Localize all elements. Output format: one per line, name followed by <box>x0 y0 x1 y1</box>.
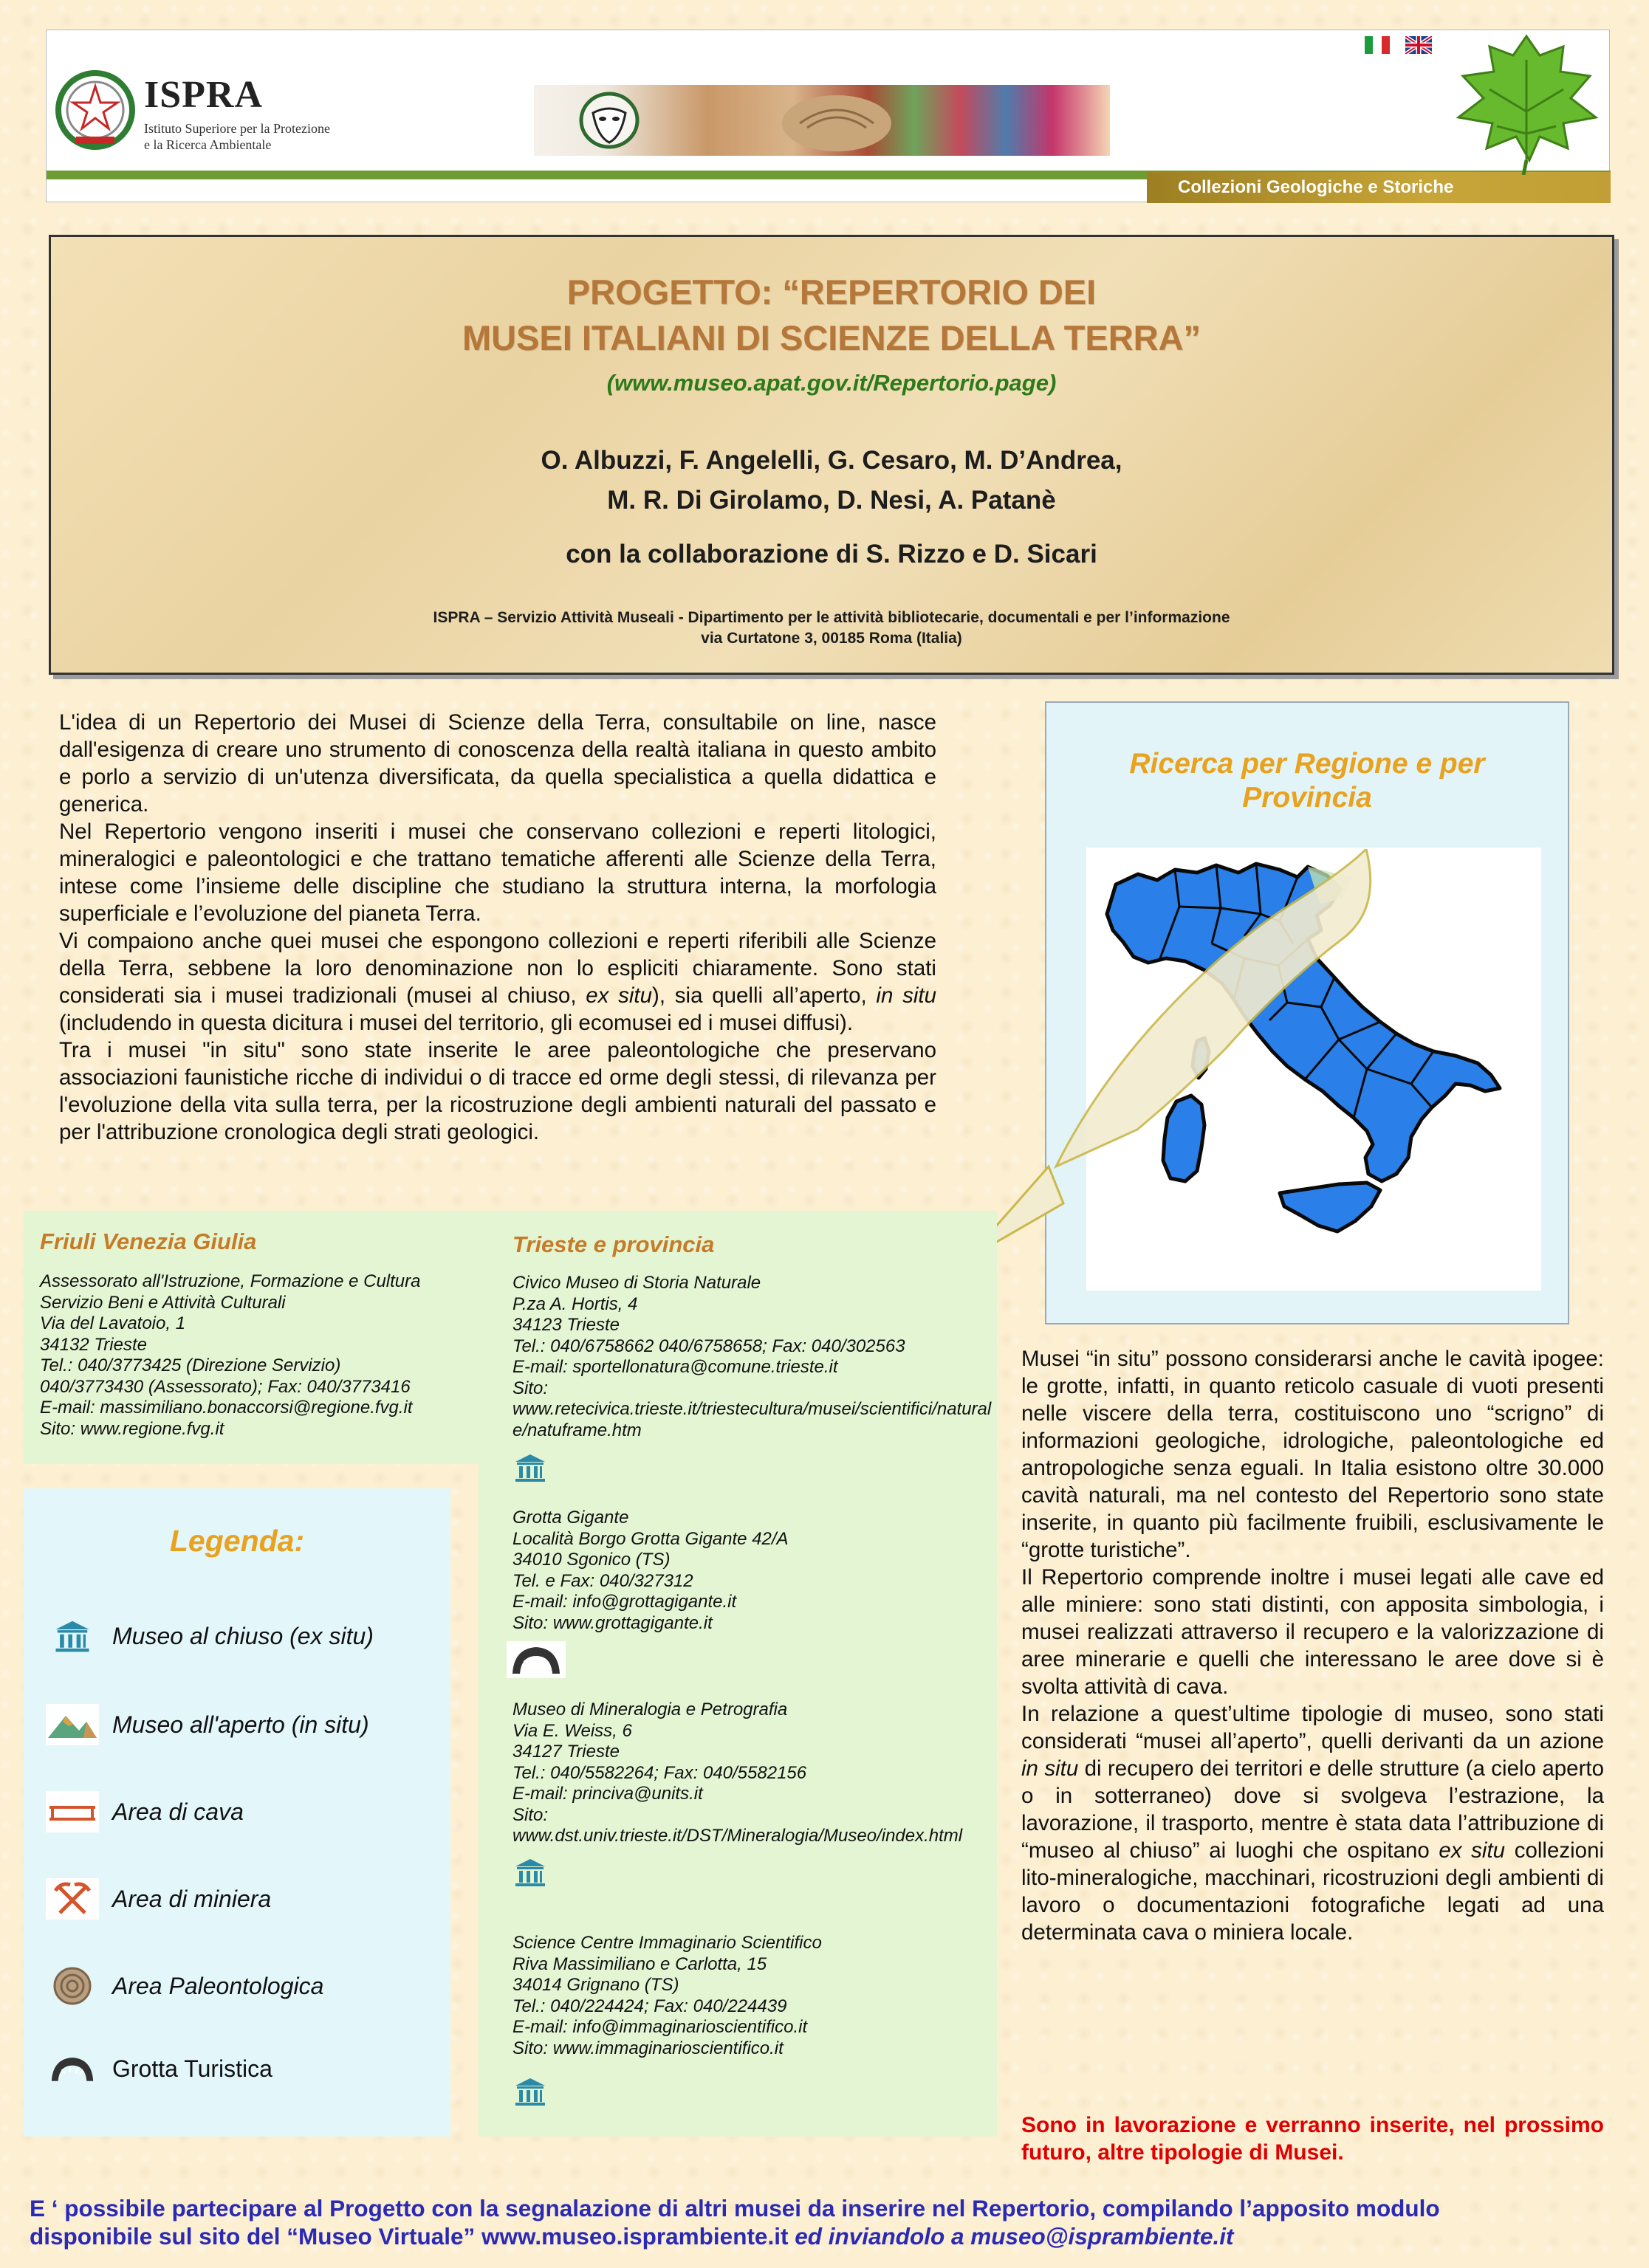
region-heading: Friuli Venezia Giulia <box>40 1228 257 1254</box>
footer-line: E ‘ possibile partecipare al Progetto con la segnalazione di altri musei da inserire nel Repertorio, compilando l’apposito modulo <box>30 2195 1440 2221</box>
ammonite-icon <box>52 1966 92 2006</box>
intro-paragraph: Nel Repertorio vengono inseriti i musei che conservano collezioni e reperti litologici, mineralogici e paleontologici e che trattano tematiche afferenti alle Scienze della Terra, intese come l’insieme delle discipline che studiano la struttura interna, la morfologia superficiale e l’evoluzione del pianeta Terra. <box>59 819 936 926</box>
leaf-icon <box>1453 30 1600 175</box>
legend-label: Area di miniera <box>112 1885 272 1912</box>
logo-title: ISPRA <box>144 74 264 116</box>
intro-paragraph: Tra i musei "in situ" sono state inserite le aree paleontologiche che preservano associazioni faunistiche ricche di individui o di tracce ed orme degli stessi, di rilevanza per l'evoluzione della vita sulla terra, per la ricostruzione degli ambienti naturali del passato e per l'attribuzione cronologica degli strati geologici. <box>59 1038 936 1144</box>
museum-site[interactable]: www.dst.univ.trieste.it/DST/Mineralogia/Museo/index.html <box>512 1826 963 1846</box>
legend-item <box>46 1964 323 2008</box>
cave-icon <box>46 2052 99 2085</box>
legend-label: Grotta Turistica <box>112 2055 272 2082</box>
museum-email[interactable]: E-mail: sportellonatura@comune.trieste.it <box>512 1357 838 1377</box>
footer-line <box>30 2222 1625 2250</box>
mountains-icon <box>47 1708 98 1741</box>
museum-indoor-icon <box>512 2077 548 2106</box>
legend-item <box>46 1702 369 1747</box>
italy-map[interactable] <box>1086 848 1541 1291</box>
map-area <box>1086 848 1541 1291</box>
right-text <box>1021 1345 1604 1946</box>
logo-subtitle: Istituto Superiore per la Protezione e la Ricerca Ambientale <box>144 121 330 152</box>
footer-site-link[interactable]: disponibile sul sito del “Museo Virtuale” www.museo.isprambiente.it <box>30 2223 789 2250</box>
legend-item <box>46 2047 272 2091</box>
legend-title: Legenda: <box>169 1524 305 1558</box>
map-panel <box>1045 701 1569 1324</box>
region-site[interactable]: Sito: www.regione.fvg.it <box>40 1418 224 1439</box>
section-title: Collezioni Geologiche e Storiche <box>1178 177 1454 197</box>
museum-indoor-icon <box>512 1858 548 1887</box>
map-panel-title: Ricerca per Regione e per Provincia <box>1129 748 1485 814</box>
intro-text <box>59 709 936 1146</box>
legend-panel <box>24 1488 450 2137</box>
museum-site[interactable]: Sito: www.grottagigante.it <box>512 1612 713 1633</box>
museum-indoor-icon <box>512 1453 548 1482</box>
legend-label: Area Paleontologica <box>112 1972 324 1999</box>
cave-icon <box>507 1641 566 1678</box>
authors: O. Albuzzi, F. Angelelli, G. Cesaro, M. D’Andrea, M. R. Di Girolamo, D. Nesi, A. Patanè <box>541 446 1122 515</box>
map-region-corsica <box>1193 1038 1209 1078</box>
uk-flag-icon[interactable] <box>1405 36 1432 54</box>
museum-entry: Science Centre Immaginario Scientifico Riva Massimiliano e Carlotta, 15 34014 Grignano (TS) Tel.: 040/224424; Fax: 040/224439 E-mail: info@immaginarioscientifico.it Sito: www.immaginarioscientifico.it <box>512 1933 993 2112</box>
ammonite-icon <box>778 89 896 153</box>
header-banner <box>46 30 1610 202</box>
project-url-link[interactable]: (www.museo.apat.gov.it/Repertorio.page) <box>606 370 1057 396</box>
italian-emblem-icon <box>54 69 137 151</box>
affiliation: ISPRA – Servizio Attività Museali - Dipartimento per le attività bibliotecarie, documentali e per l’informazione via Curtatone 3, 00185 Roma (Italia) <box>433 609 1230 647</box>
project-title-box <box>49 235 1614 675</box>
legend-label: Area di cava <box>112 1798 244 1825</box>
right-paragraph: In relazione a quest’ultime tipologie di museo, sono stati considerati “musei all’aperto”, quelli derivanti da un azione in situ di recupero dei territori e delle strutture (a cielo aperto o in sotterraneo) dove si svolgeva l’estrazione, la lavorazione, il trasporto, mentre è stata data l’attribuzione di “museo al chiuso” ai luoghi che ospitano ex situ collezioni lito-mineralogiche, macchinari, ricostruzioni degli ambienti di lavoro o documentazioni fotografiche legati ad una determinata cava o miniera locale. <box>1021 1702 1605 1945</box>
legend-item <box>46 1614 374 1658</box>
legend-label: Museo all'aperto (in situ) <box>112 1711 369 1738</box>
legend-label: Museo al chiuso (ex situ) <box>112 1622 374 1649</box>
right-paragraph: Musei “in situ” possono considerarsi anche le cavità ipogee: le grotte, infatti, in quanto reticolo casuale di vuoti presenti nelle viscere della terra, costituiscono uno “scrigno” di informazioni geologiche, idrologiche, paleontologiche ed antropologiche senza eguali. In Italia esistono oltre 30.000 cavità naturali, ma nel contesto del Repertorio sono state inserite, in quanto più facilmente fruibili, esclusivamente le “grotte turistiche”. <box>1021 1347 1604 1562</box>
mine-picks-icon <box>54 1880 91 1917</box>
quarry-icon <box>47 1800 98 1824</box>
museum-indoor-icon <box>52 1619 92 1653</box>
intro-paragraph: Vi compaiono anche quei musei che espongono collezioni e reperti riferibili alle Scienze della Terra, sebbene la loro denominazione non lo espliciti chiaramente. Sono stati considerati sia i musei tradizionali (musei al chiuso, ex situ), sia quelli all’aperto, in situ (includendo in questa dicitura i musei del territorio, gli ecomusei ed i musei diffusi). <box>59 929 936 1035</box>
legend-item <box>46 1790 244 1834</box>
region-email[interactable]: E-mail: massimiliano.bonaccorsi@regione.fvg.it <box>40 1398 413 1418</box>
intro-paragraph: L'idea di un Repertorio dei Musei di Scienze della Terra, consultabile on line, nasce dall'esigenza di creare uno strumento di conoscenza della realtà italiana in questo ambito e porlo a servizio di un'utenza diversificata, da quella specialistica a quella didattica e generica. <box>59 710 936 817</box>
museum-email[interactable]: E-mail: princiva@units.it <box>512 1784 703 1804</box>
legend-item <box>46 1877 271 1921</box>
map-region-sicily <box>1280 1183 1380 1231</box>
museum-site[interactable]: Sito: www.immaginarioscientifico.it <box>512 2038 784 2058</box>
italian-flag-icon[interactable] <box>1365 36 1390 54</box>
province-heading: Trieste e provincia <box>512 1231 715 1257</box>
museum-entry: Museo di Mineralogia e Petrografia Via E. Weiss, 6 34127 Trieste Tel.: 040/5582264; Fax: 040/5582156 E-mail: princiva@units.it Sito: www.dst.univ.trieste.it/DST/Mineralogia/Museo/index.html <box>512 1700 993 1892</box>
collaboration: con la collaborazione di S. Rizzo e D. Sicari <box>566 540 1097 568</box>
footer <box>30 2194 1625 2250</box>
museum-email[interactable]: E-mail: info@immaginarioscientifico.it <box>512 2017 808 2037</box>
right-paragraph: Il Repertorio comprende inoltre i musei legati alle cave ed alle miniere: sono stati distinti, con apposita simbologia, i musei realizzati attraverso il recupero e la valorizzazione di aree minerarie e quelli che interessano le aree dove si è svolta attività di cava. <box>1021 1565 1604 1699</box>
mask-icon <box>578 91 640 150</box>
footer-email-link[interactable]: ed inviandolo a museo@isprambiente.it <box>795 2223 1234 2250</box>
museum-site[interactable]: www.retecivica.trieste.it/triestecultura/musei/scientifici/naturale/natuframe.htm <box>512 1399 992 1440</box>
museum-entry: Grotta Gigante Località Borgo Grotta Gigante 42/A 34010 Sgonico (TS) Tel. e Fax: 040/327312 E-mail: info@grottagigante.it Sito: www.grottagigante.it <box>512 1508 993 1684</box>
region-details: Assessorato all'Istruzione, Formazione e Cultura Servizio Beni e Attività Culturali Via del Lavatoio, 1 34132 Trieste Tel.: 040/3773425 (Direzione Servizio) 040/3773430 (Assessorato); Fax: 040/3773416 E-mail: massimiliano.bonaccorsi@regione.fvg.it Sito: www.regione.fvg.it <box>40 1271 421 1439</box>
project-title: PROGETTO: “REPERTORIO DEI MUSEI ITALIANI DI SCIENZE DELLA TERRA” <box>462 272 1201 357</box>
red-note: Sono in lavorazione e verranno inserite, nel prossimo futuro, altre tipologie di Musei. <box>1021 2113 1604 2165</box>
map-region-sardinia <box>1163 1096 1204 1181</box>
museum-entry: Civico Museo di Storia Naturale P.za A. Hortis, 4 34123 Trieste Tel.: 040/6758662 040/6758658; Fax: 040/302563 E-mail: sportellonatura@comune.trieste.it Sito: www.retecivica.trieste.it/triestecultura/musei/scientifici/naturale/natuframe.htm <box>512 1273 993 1488</box>
museum-email[interactable]: E-mail: info@grottagigante.it <box>512 1592 737 1612</box>
header-image-collage <box>534 85 1110 156</box>
